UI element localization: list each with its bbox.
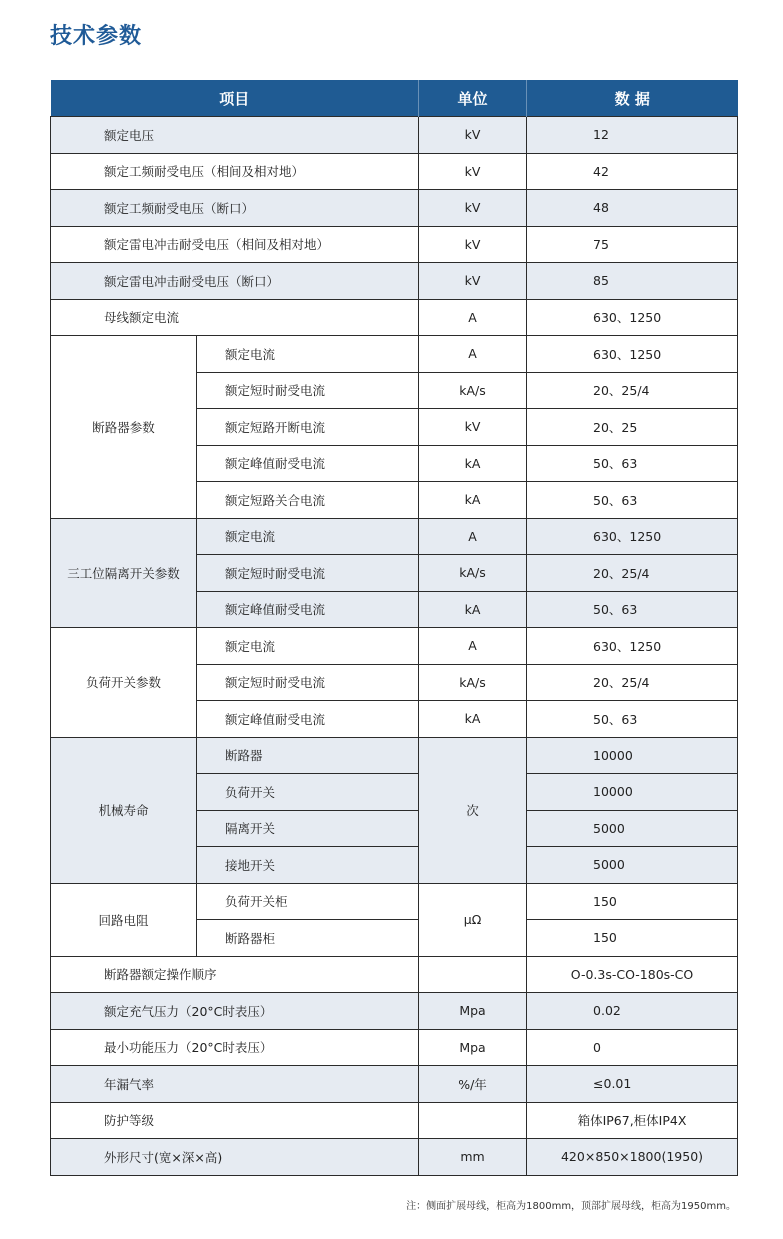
sub-label: 额定短路关合电流 — [197, 482, 419, 519]
row-value: 48 — [527, 190, 738, 227]
table-row — [51, 117, 738, 154]
row-value: 50、63 — [527, 445, 738, 482]
sub-label: 额定短时耐受电流 — [197, 664, 419, 701]
row-label: 额定充气压力（20°C时表压） — [51, 993, 419, 1030]
row-label: 防护等级 — [51, 1102, 419, 1139]
row-unit: kV — [419, 409, 527, 446]
row-value: ≤0.01 — [527, 1066, 738, 1103]
row-unit: kA/s — [419, 555, 527, 592]
row-value: 0 — [527, 1029, 738, 1066]
page-title: 技术参数 — [50, 24, 143, 49]
row-value: 50、63 — [527, 482, 738, 519]
group-label-breaker: 断路器参数 — [51, 336, 197, 519]
row-label: 外形尺寸(宽×深×高) — [51, 1139, 419, 1176]
row-label: 额定工频耐受电压（相间及相对地） — [51, 153, 419, 190]
row-unit: %/年 — [419, 1066, 527, 1103]
row-value: 75 — [527, 226, 738, 263]
table-row — [51, 883, 738, 920]
row-unit: kV — [419, 190, 527, 227]
row-unit: kA — [419, 445, 527, 482]
table-row — [51, 1139, 738, 1176]
sub-label: 额定短时耐受电流 — [197, 372, 419, 409]
table-row — [51, 737, 738, 774]
row-value: 150 — [527, 920, 738, 957]
sub-label: 额定峰值耐受电流 — [197, 445, 419, 482]
row-unit: kV — [419, 263, 527, 300]
row-unit: kV — [419, 226, 527, 263]
sub-label: 额定峰值耐受电流 — [197, 701, 419, 738]
table-row — [51, 153, 738, 190]
sub-label: 断路器 — [197, 737, 419, 774]
row-value: 630、1250 — [527, 299, 738, 336]
header-item: 项目 — [51, 80, 419, 117]
sub-label: 隔离开关 — [197, 810, 419, 847]
group-label-isolator: 三工位隔离开关参数 — [51, 518, 197, 628]
sub-label: 额定电流 — [197, 518, 419, 555]
sub-label: 额定电流 — [197, 628, 419, 665]
row-unit: kV — [419, 153, 527, 190]
row-value: 50、63 — [527, 591, 738, 628]
row-unit: kA/s — [419, 664, 527, 701]
row-value: 20、25/4 — [527, 664, 738, 701]
group-label-loop-res: 回路电阻 — [51, 883, 197, 956]
row-label: 断路器额定操作顺序 — [51, 956, 419, 993]
row-unit: kA — [419, 591, 527, 628]
table-row — [51, 1066, 738, 1103]
row-unit: A — [419, 299, 527, 336]
sub-label: 额定短路开断电流 — [197, 409, 419, 446]
row-label: 母线额定电流 — [51, 299, 419, 336]
table-row — [51, 956, 738, 993]
row-value: 20、25/4 — [527, 372, 738, 409]
row-value: 10000 — [527, 737, 738, 774]
row-value: 630、1250 — [527, 518, 738, 555]
sub-label: 额定短时耐受电流 — [197, 555, 419, 592]
row-unit: 次 — [419, 737, 527, 883]
row-unit: A — [419, 628, 527, 665]
row-unit: kA/s — [419, 372, 527, 409]
sub-label: 额定电流 — [197, 336, 419, 373]
row-unit — [419, 956, 527, 993]
sub-label: 负荷开关柜 — [197, 883, 419, 920]
row-unit: kA — [419, 701, 527, 738]
row-value: 20、25 — [527, 409, 738, 446]
row-value: 630、1250 — [527, 336, 738, 373]
sub-label: 断路器柜 — [197, 920, 419, 957]
row-label: 年漏气率 — [51, 1066, 419, 1103]
table-row — [51, 518, 738, 555]
table-row — [51, 226, 738, 263]
table-row — [51, 336, 738, 373]
row-value: 42 — [527, 153, 738, 190]
sub-label: 接地开关 — [197, 847, 419, 884]
table-row — [51, 263, 738, 300]
row-unit: μΩ — [419, 883, 527, 956]
row-value: 5000 — [527, 810, 738, 847]
row-label: 额定电压 — [51, 117, 419, 154]
row-value: 630、1250 — [527, 628, 738, 665]
row-value: 50、63 — [527, 701, 738, 738]
row-value: 420×850×1800(1950) — [527, 1139, 738, 1176]
row-value: 箱体IP67,柜体IP4X — [527, 1102, 738, 1139]
table-row — [51, 190, 738, 227]
row-unit: A — [419, 518, 527, 555]
row-unit: A — [419, 336, 527, 373]
row-unit: Mpa — [419, 1029, 527, 1066]
row-value: O-0.3s-CO-180s-CO — [527, 956, 738, 993]
table-row — [51, 1029, 738, 1066]
header-data: 数 据 — [527, 80, 738, 117]
table-row — [51, 1102, 738, 1139]
row-value: 5000 — [527, 847, 738, 884]
header-unit: 单位 — [419, 80, 527, 117]
row-value: 20、25/4 — [527, 555, 738, 592]
row-label: 最小功能压力（20°C时表压） — [51, 1029, 419, 1066]
row-value: 10000 — [527, 774, 738, 811]
sub-label: 负荷开关 — [197, 774, 419, 811]
row-unit — [419, 1102, 527, 1139]
table-header-row — [51, 80, 738, 117]
row-unit: Mpa — [419, 993, 527, 1030]
row-unit: kA — [419, 482, 527, 519]
row-value: 0.02 — [527, 993, 738, 1030]
group-label-mech-life: 机械寿命 — [51, 737, 197, 883]
group-label-load-switch: 负荷开关参数 — [51, 628, 197, 738]
row-unit: mm — [419, 1139, 527, 1176]
table-row — [51, 299, 738, 336]
row-value: 12 — [527, 117, 738, 154]
row-value: 150 — [527, 883, 738, 920]
row-label: 额定雷电冲击耐受电压（相间及相对地） — [51, 226, 419, 263]
row-label: 额定工频耐受电压（断口） — [51, 190, 419, 227]
footnote: 注：侧面扩展母线，柜高为1800mm，顶部扩展母线，柜高为1950mm。 — [406, 1201, 736, 1212]
row-value: 85 — [527, 263, 738, 300]
row-unit: kV — [419, 117, 527, 154]
sub-label: 额定峰值耐受电流 — [197, 591, 419, 628]
table-row — [51, 993, 738, 1030]
table-row — [51, 628, 738, 665]
row-label: 额定雷电冲击耐受电压（断口） — [51, 263, 419, 300]
spec-table — [50, 80, 738, 1176]
